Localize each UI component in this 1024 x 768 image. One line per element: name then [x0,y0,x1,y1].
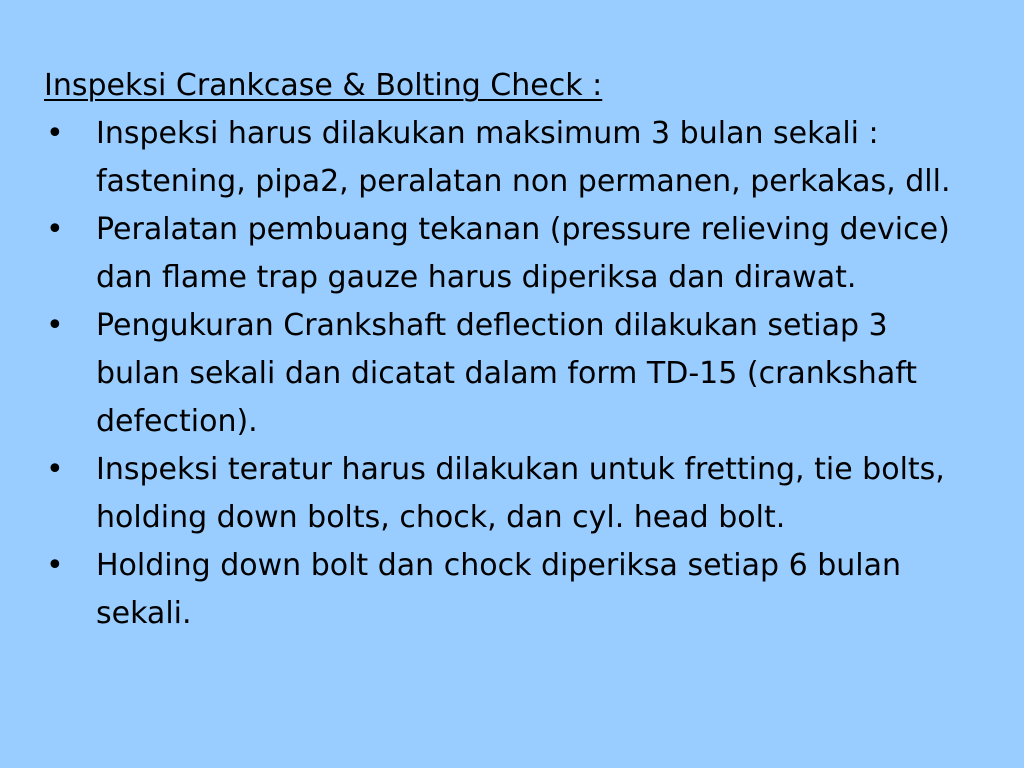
bullet-icon: • [46,548,64,583]
bullet-icon: • [46,116,64,151]
bullet-text: Inspeksi harus dilakukan maksimum 3 bulan sekali : fastening, pipa2, peralatan non permanen, perkakas, dll. [96,116,951,199]
bullet-item [44,446,970,542]
bullet-item [44,302,970,446]
bullet-list [44,110,1024,638]
bullet-item [44,542,970,638]
slide-heading: Inspeksi Crankcase & Bolting Check : [44,68,603,103]
bullet-item [44,206,970,302]
bullet-icon: • [46,212,64,247]
bullet-text: Inspeksi teratur harus dilakukan untuk fretting, tie bolts, holding down bolts, chock, dan cyl. head bolt. [96,452,945,535]
bullet-text: Pengukuran Crankshaft deflection dilakukan setiap 3 bulan sekali dan dicatat dalam form TD-15 (crankshaft defection). [96,308,918,439]
bullet-text: Holding down bolt dan chock diperiksa setiap 6 bulan sekali. [96,548,902,631]
bullet-icon: • [46,452,64,487]
bullet-icon: • [46,308,64,343]
bullet-item [44,110,970,206]
bullet-text: Peralatan pembuang tekanan (pressure relieving device) dan flame trap gauze harus diperiksa dan dirawat. [96,212,950,295]
